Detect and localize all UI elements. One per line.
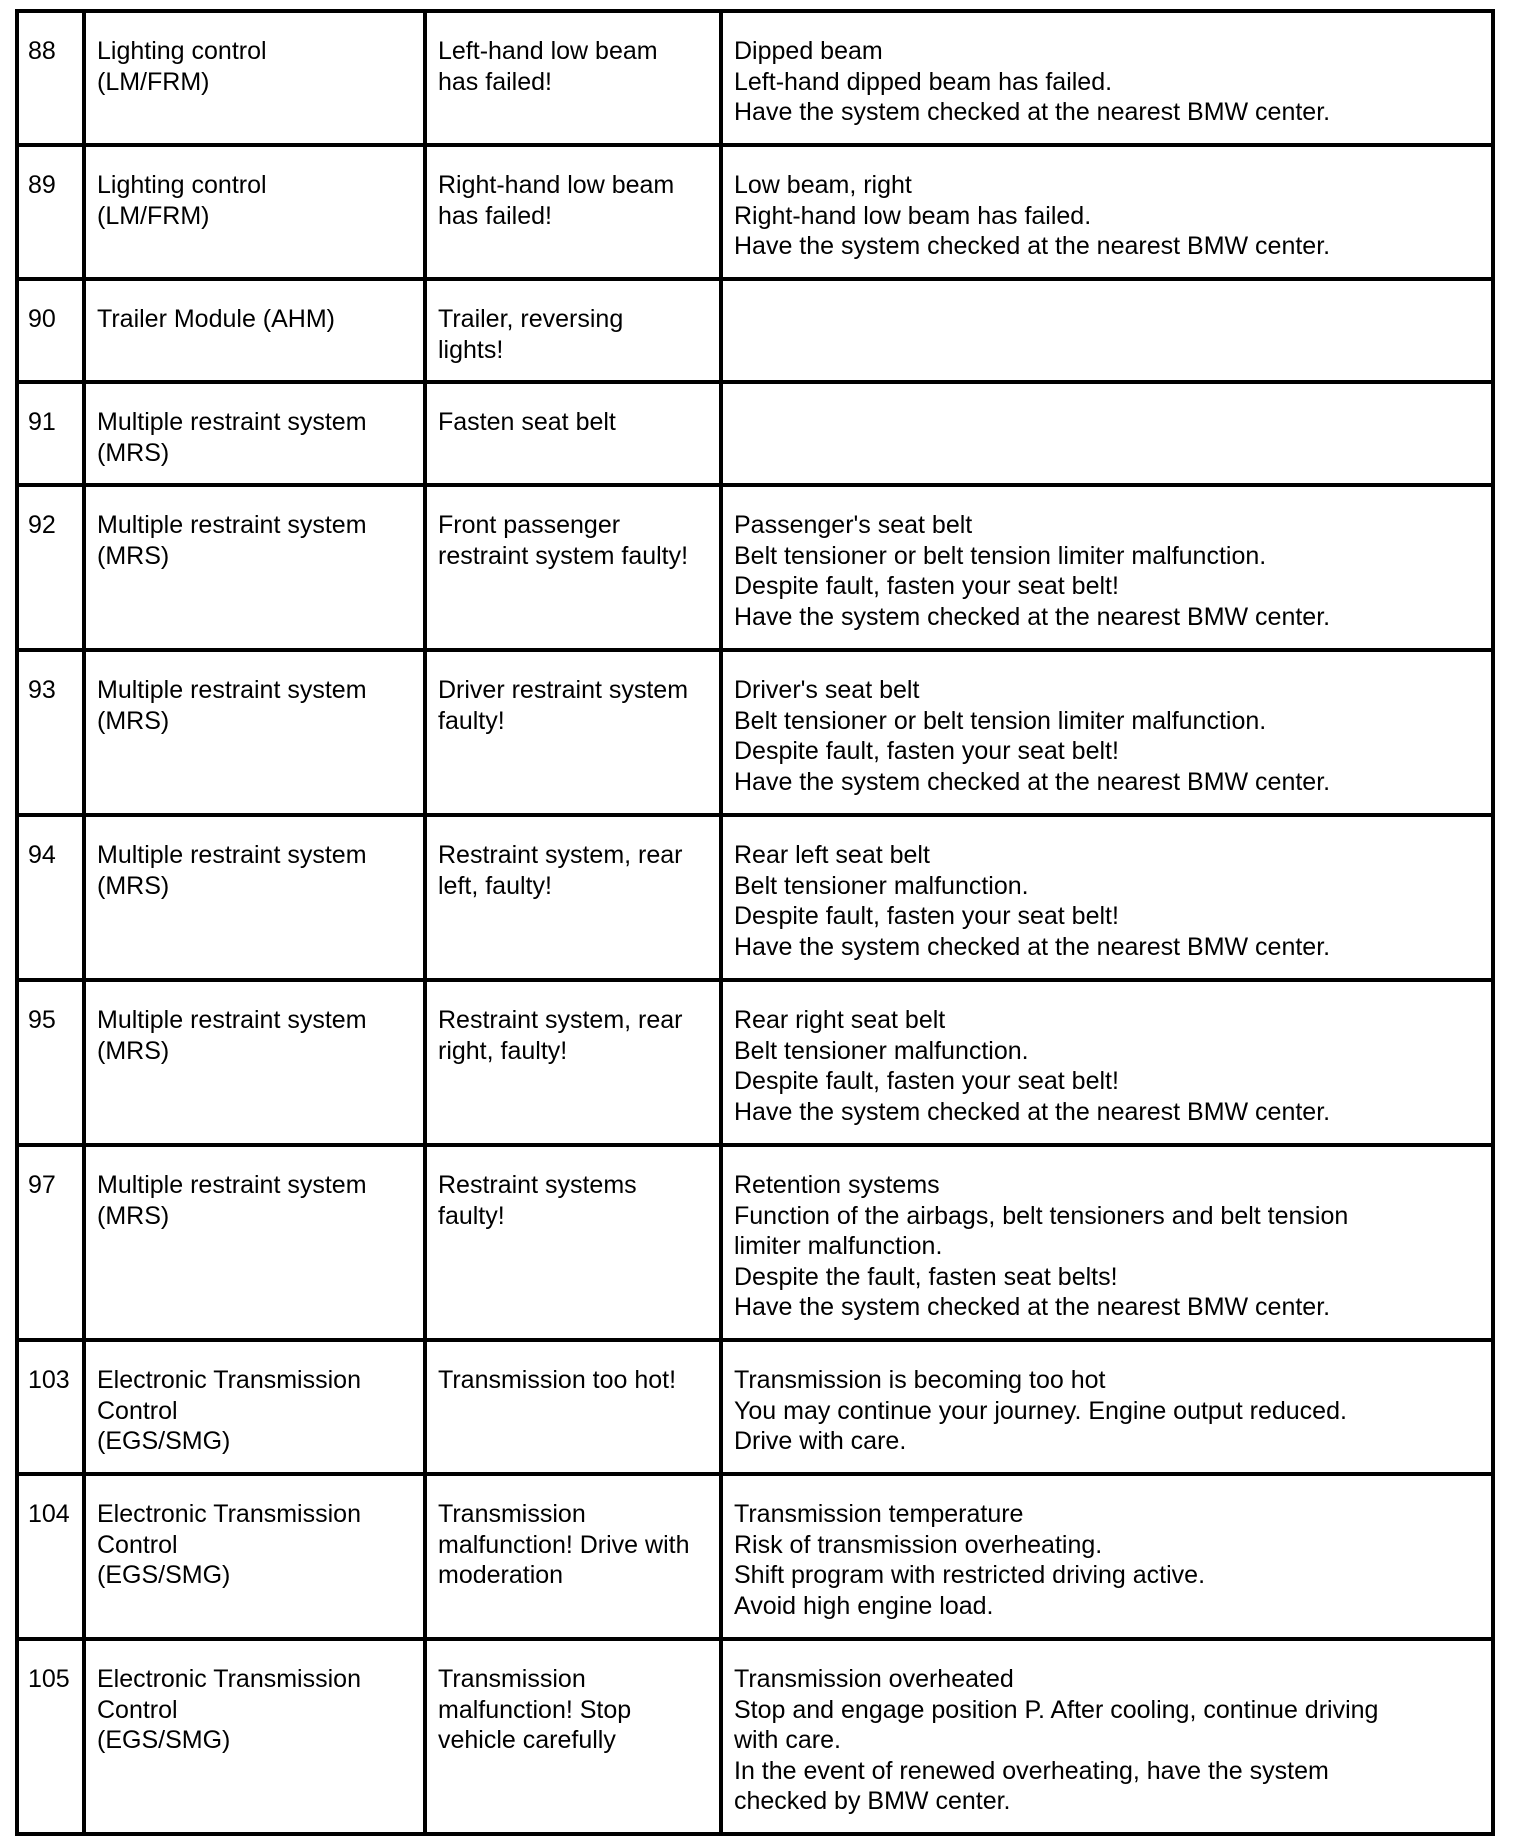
fault-number: 95 <box>28 1006 56 1034</box>
fault-number: 89 <box>28 171 56 199</box>
control-module-cell <box>84 815 425 980</box>
table-row <box>17 485 1493 650</box>
control-module-line: (MRS) <box>97 541 170 570</box>
fault-details-line: Rear left seat belt <box>734 841 930 869</box>
fault-details-cell <box>721 1474 1493 1639</box>
control-module-cell <box>84 145 425 279</box>
fault-details-line: Have the system checked at the nearest BMW center. <box>734 1097 1331 1126</box>
fault-number-cell <box>17 1145 84 1340</box>
control-module-line: (MRS) <box>97 1201 170 1230</box>
table-row <box>17 11 1493 145</box>
display-message-line: faulty! <box>438 1201 505 1230</box>
control-module-line: (LM/FRM) <box>97 201 210 230</box>
display-message-line: left, faulty! <box>438 871 552 900</box>
fault-details-line: Retention systems <box>734 1171 940 1199</box>
control-module-line: Multiple restraint system <box>97 1006 367 1034</box>
display-message-line: restraint system faulty! <box>438 541 689 570</box>
fault-number: 103 <box>28 1366 70 1394</box>
display-message-line: lights! <box>438 335 504 364</box>
fault-details-line: Avoid high engine load. <box>734 1591 994 1620</box>
control-module-line: Multiple restraint system <box>97 676 367 704</box>
display-message-line: Restraint systems <box>438 1171 637 1199</box>
fault-details-line: Belt tensioner malfunction. <box>734 871 1029 900</box>
table-row <box>17 1474 1493 1639</box>
control-module-cell <box>84 382 425 485</box>
display-message-cell <box>425 650 721 815</box>
table-row <box>17 1340 1493 1474</box>
fault-details-line: Belt tensioner or belt tension limiter malfunction. <box>734 541 1267 570</box>
fault-details-line: Transmission is becoming too hot <box>734 1366 1106 1394</box>
fault-number: 92 <box>28 511 56 539</box>
table-row <box>17 145 1493 279</box>
control-module-cell <box>84 980 425 1145</box>
fault-details-line: Despite fault, fasten your seat belt! <box>734 902 1119 930</box>
fault-number-cell <box>17 650 84 815</box>
display-message-line: Fasten seat belt <box>438 408 616 436</box>
display-message-line: moderation <box>438 1561 564 1589</box>
fault-number-cell <box>17 145 84 279</box>
fault-details-cell <box>721 145 1493 279</box>
control-module-line: (EGS/SMG) <box>97 1726 231 1754</box>
display-message-line: Transmission <box>438 1500 586 1528</box>
fault-number-cell <box>17 980 84 1145</box>
fault-number: 88 <box>28 37 56 65</box>
display-message-line: Transmission too hot! <box>438 1366 677 1394</box>
display-message-line: Trailer, reversing <box>438 305 624 333</box>
display-message-line: Left-hand low beam <box>438 37 658 65</box>
fault-number: 104 <box>28 1500 70 1528</box>
fault-details-line: Right-hand low beam has failed. <box>734 201 1092 230</box>
display-message-line: faulty! <box>438 706 505 735</box>
fault-message-table-body <box>17 11 1493 1834</box>
fault-details-cell <box>721 1340 1493 1474</box>
display-message-line: right, faulty! <box>438 1036 568 1065</box>
display-message-cell <box>425 485 721 650</box>
fault-details-line: Have the system checked at the nearest BMW center. <box>734 1293 1331 1321</box>
fault-details-line: checked by BMW center. <box>734 1787 1011 1815</box>
control-module-line: Multiple restraint system <box>97 408 367 436</box>
table-row <box>17 650 1493 815</box>
fault-details-line: Driver's seat belt <box>734 676 920 704</box>
fault-details-line: Transmission overheated <box>734 1665 1014 1693</box>
display-message-cell <box>425 1340 721 1474</box>
display-message-line: vehicle carefully <box>438 1726 616 1754</box>
fault-number-cell <box>17 1474 84 1639</box>
control-module-line: Multiple restraint system <box>97 1171 367 1199</box>
control-module-cell <box>84 279 425 382</box>
fault-details-line: Shift program with restricted driving active. <box>734 1561 1206 1589</box>
control-module-line: Electronic Transmission <box>97 1665 361 1693</box>
fault-number: 93 <box>28 676 56 704</box>
display-message-cell <box>425 1639 721 1834</box>
fault-message-table <box>15 9 1495 1836</box>
control-module-line: Lighting control <box>97 37 267 65</box>
control-module-line: (MRS) <box>97 438 170 467</box>
control-module-line: (MRS) <box>97 1036 170 1065</box>
fault-details-line: Have the system checked at the nearest BMW center. <box>734 232 1331 260</box>
display-message-cell <box>425 279 721 382</box>
control-module-cell <box>84 1340 425 1474</box>
fault-details-line: with care. <box>734 1726 841 1754</box>
display-message-line: has failed! <box>438 67 552 96</box>
control-module-cell <box>84 1639 425 1834</box>
fault-number-cell <box>17 11 84 145</box>
display-message-cell <box>425 1145 721 1340</box>
control-module-line: Trailer Module (AHM) <box>97 305 336 333</box>
control-module-line: Lighting control <box>97 171 267 199</box>
control-module-line: Electronic Transmission <box>97 1500 361 1528</box>
fault-details-line: Drive with care. <box>734 1427 907 1455</box>
control-module-line: Multiple restraint system <box>97 841 367 869</box>
fault-details-line: In the event of renewed overheating, have the system <box>734 1756 1329 1785</box>
table-row <box>17 279 1493 382</box>
fault-details-line: Stop and engage position P. After cooling, continue driving <box>734 1695 1379 1724</box>
display-message-cell <box>425 11 721 145</box>
control-module-line: Control <box>97 1396 178 1425</box>
control-module-line: (LM/FRM) <box>97 67 210 96</box>
fault-details-line: Despite the fault, fasten seat belts! <box>734 1262 1118 1291</box>
control-module-line: Multiple restraint system <box>97 511 367 539</box>
display-message-line: Restraint system, rear <box>438 1006 683 1034</box>
fault-details-line: Belt tensioner malfunction. <box>734 1036 1029 1065</box>
control-module-line: (MRS) <box>97 706 170 735</box>
fault-details-cell <box>721 1145 1493 1340</box>
fault-number-cell <box>17 382 84 485</box>
fault-number: 91 <box>28 408 56 436</box>
fault-details-line: You may continue your journey. Engine output reduced. <box>734 1396 1347 1425</box>
display-message-line: malfunction! Stop <box>438 1695 632 1724</box>
table-row <box>17 1639 1493 1834</box>
fault-details-line: Despite fault, fasten your seat belt! <box>734 1067 1119 1095</box>
control-module-line: (MRS) <box>97 871 170 900</box>
control-module-line: Control <box>97 1695 178 1724</box>
fault-number-cell <box>17 1639 84 1834</box>
fault-details-line: Left-hand dipped beam has failed. <box>734 67 1113 96</box>
display-message-cell <box>425 980 721 1145</box>
display-message-cell <box>425 145 721 279</box>
fault-details-line: Function of the airbags, belt tensioners and belt tension <box>734 1201 1349 1230</box>
fault-details-cell <box>721 11 1493 145</box>
fault-details-line: Rear right seat belt <box>734 1006 946 1034</box>
fault-number: 90 <box>28 305 56 333</box>
fault-details-line: Have the system checked at the nearest BMW center. <box>734 932 1331 961</box>
fault-number-cell <box>17 1340 84 1474</box>
display-message-cell <box>425 815 721 980</box>
fault-details-cell <box>721 382 1493 485</box>
fault-details-line: Dipped beam <box>734 37 883 65</box>
display-message-line: Front passenger <box>438 511 621 539</box>
fault-number-cell <box>17 815 84 980</box>
control-module-line: Control <box>97 1530 178 1559</box>
fault-details-line: Have the system checked at the nearest BMW center. <box>734 767 1331 796</box>
display-message-line: Driver restraint system <box>438 676 689 704</box>
control-module-line: Electronic Transmission <box>97 1366 361 1394</box>
display-message-line: has failed! <box>438 201 552 230</box>
fault-number-cell <box>17 279 84 382</box>
fault-details-cell <box>721 1639 1493 1834</box>
table-row <box>17 980 1493 1145</box>
fault-details-line: Risk of transmission overheating. <box>734 1530 1103 1559</box>
control-module-cell <box>84 650 425 815</box>
fault-details-line: limiter malfunction. <box>734 1232 943 1260</box>
display-message-cell <box>425 1474 721 1639</box>
control-module-cell <box>84 11 425 145</box>
display-message-cell <box>425 382 721 485</box>
fault-details-cell <box>721 650 1493 815</box>
table-row <box>17 1145 1493 1340</box>
fault-details-line: Have the system checked at the nearest BMW center. <box>734 602 1331 631</box>
fault-details-line: Transmission temperature <box>734 1500 1024 1528</box>
control-module-line: (EGS/SMG) <box>97 1427 231 1455</box>
fault-details-line: Have the system checked at the nearest BMW center. <box>734 98 1331 126</box>
display-message-line: Right-hand low beam <box>438 171 675 199</box>
fault-number: 105 <box>28 1665 70 1693</box>
control-module-cell <box>84 1474 425 1639</box>
fault-details-cell <box>721 279 1493 382</box>
control-module-cell <box>84 485 425 650</box>
control-module-line: (EGS/SMG) <box>97 1561 231 1589</box>
table-row <box>17 382 1493 485</box>
fault-details-cell <box>721 980 1493 1145</box>
fault-number-cell <box>17 485 84 650</box>
fault-number: 94 <box>28 841 56 869</box>
control-module-cell <box>84 1145 425 1340</box>
fault-details-line: Despite fault, fasten your seat belt! <box>734 737 1119 765</box>
fault-details-cell <box>721 485 1493 650</box>
fault-number: 97 <box>28 1171 56 1199</box>
fault-details-line: Despite fault, fasten your seat belt! <box>734 572 1119 600</box>
display-message-line: malfunction! Drive with <box>438 1530 690 1559</box>
fault-details-cell <box>721 815 1493 980</box>
display-message-line: Restraint system, rear <box>438 841 683 869</box>
fault-details-line: Low beam, right <box>734 171 912 199</box>
fault-details-line: Passenger's seat belt <box>734 511 973 539</box>
fault-details-line: Belt tensioner or belt tension limiter malfunction. <box>734 706 1267 735</box>
display-message-line: Transmission <box>438 1665 586 1693</box>
table-row <box>17 815 1493 980</box>
